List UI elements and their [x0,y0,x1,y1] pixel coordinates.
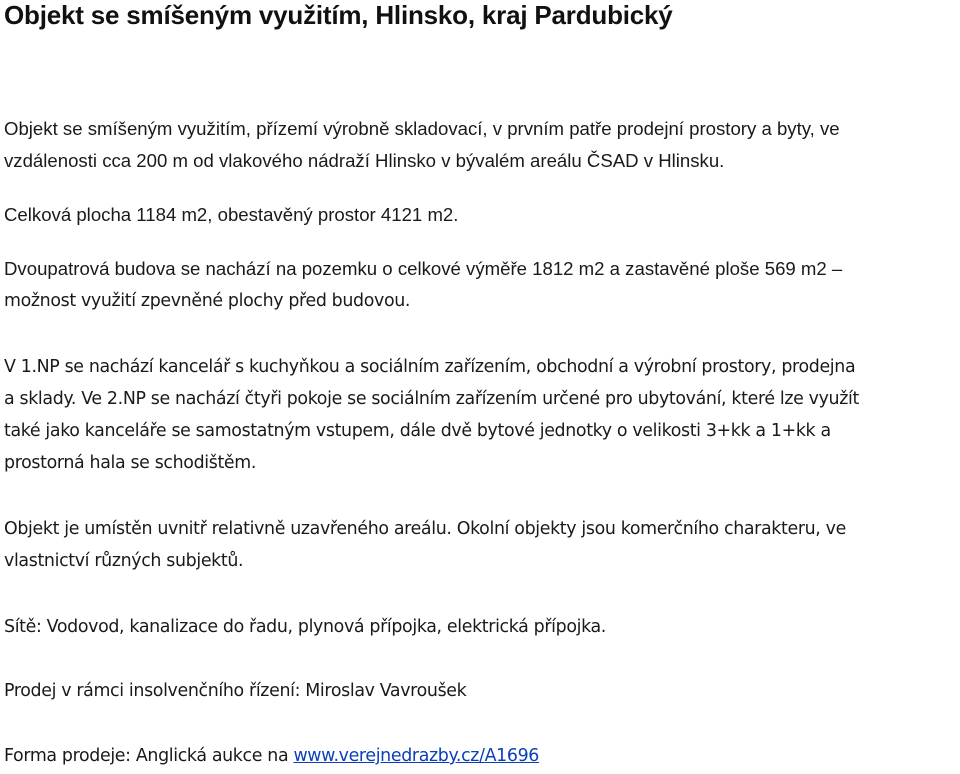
location-paragraph [4,513,956,577]
location-line-1: Objekt je umístěn uvnitř relativně uzavřeného areálu. Okolní objekty jsou komerčního charakteru, ve [4,519,846,539]
intro-line-1: Objekt se smíšeným využitím, přízemí výrobně skladovací, v prvním patře prodejní prostory a byty, ve [4,118,840,139]
sale-line: Prodej v rámci insolvenčního řízení: Miroslav Vavroušek [4,681,467,701]
building-line-1: Dvoupatrová budova se nachází na pozemku o celkové výměře 1812 m2 a zastavěné ploše 569 m2 – [4,258,843,279]
auction-link[interactable]: www.verejnedrazby.cz/A1696 [293,746,540,766]
sale-form-line [4,740,956,772]
floors-line-3: také jako kanceláře se samostatným vstupem, dále dvě bytové jednotky o velikosti 3+kk a 1+kk a [4,421,831,441]
intro-paragraph [4,113,956,177]
building-line-2: možnost využití zpevněné plochy před budovou. [4,291,411,311]
floors-line-2: a sklady. Ve 2.NP se nachází čtyři pokoje se sociálním zařízením určené pro ubytování, které lze využít [4,389,859,409]
location-line-2: vlastnictví různých subjektů. [4,551,244,571]
document-title: Objekt se smíšeným využitím, Hlinsko, kraj Pardubický [4,0,673,30]
utilities-paragraph [4,611,956,643]
floors-paragraph [4,351,956,479]
area-paragraph [4,199,956,231]
floors-line-1: V 1.NP se nachází kancelář s kuchyňkou a sociálním zařízením, obchodní a výrobní prostory, prodejna [4,357,856,377]
sale-form-paragraph [4,740,956,772]
utilities-line: Sítě: Vodovod, kanalizace do řadu, plynová přípojka, elektrická přípojka. [4,617,606,637]
floors-line-4: prostorná hala se schodištěm. [4,453,257,473]
building-paragraph [4,253,956,317]
intro-line-2: vzdálenosti cca 200 m od vlakového nádraží Hlinsko v bývalém areálu ČSAD v Hlinsku. [4,150,725,171]
sale-paragraph [4,675,956,707]
sale-form-label: Forma prodeje: Anglická aukce na [4,746,294,766]
area-line: Celková plocha 1184 m2, obestavěný prostor 4121 m2. [4,204,459,225]
